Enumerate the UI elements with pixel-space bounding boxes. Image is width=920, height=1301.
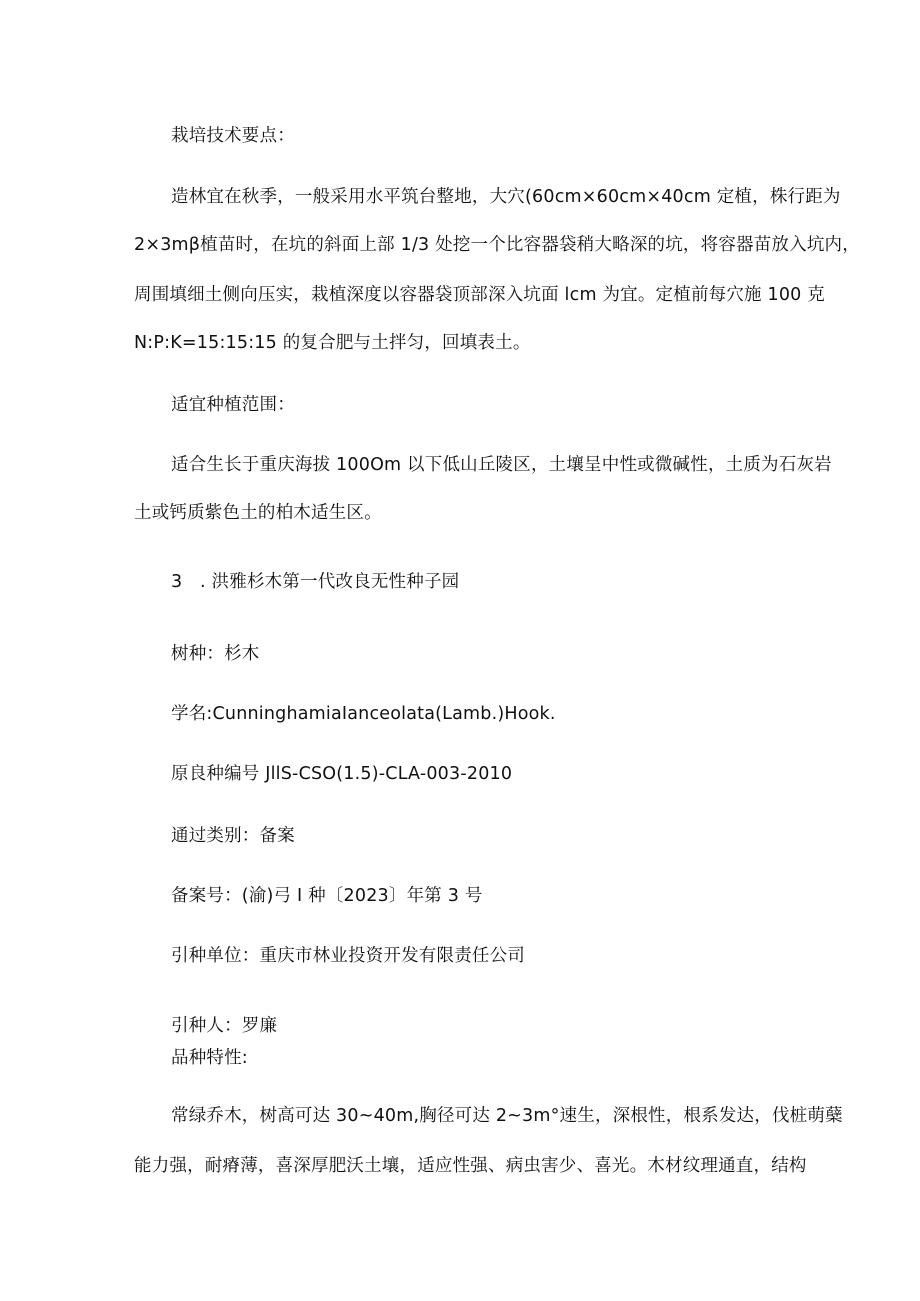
range-heading: 适宜种植范围： <box>171 395 295 415</box>
traits-heading: 品种特性: <box>171 1048 248 1068</box>
traits-para-line-2: 能力强，耐瘠薄，喜深厚肥沃土壤，适应性强、病虫害少、喜光。木材纹理通直，结构 <box>134 1156 807 1176</box>
traits-para-line-1: 常绿乔木，树高可达 30~40m,胸径可达 2~3m°速生，深根性，根系发达，伐桩萌蘖 <box>171 1106 843 1126</box>
introducing-unit-line: 引种单位：重庆市林业投资开发有限责任公司 <box>171 946 525 966</box>
cultivation-para-line-3: 周围填细土侧向压实，栽植深度以容器袋顶部深入坑面 lcm 为宜。定植前每穴施 100 克 <box>134 285 825 305</box>
scientific-name-line: 学名:CunninghamiaIanceolata(Lamb.)Hook. <box>171 704 556 724</box>
approval-type-line: 通过类别：备案 <box>171 826 295 846</box>
item-3-title: 3 . 洪雅杉木第一代改良无性种子园 <box>171 572 460 592</box>
cultivation-para-line-2: 2×3mβ植苗时，在坑的斜面上部 1/3 处挖一个比容器袋稍大略深的坑，将容器苗放入坑内， <box>134 235 860 255</box>
filing-number-line: 备案号：(渝)弓 I 种〔2023〕年第 3 号 <box>171 886 483 906</box>
cultivation-heading: 栽培技术要点： <box>171 126 295 146</box>
cultivation-para-line-1: 造林宜在秋季，一般采用水平筑台整地，大穴(60cm×60cm×40cm 定植，株行距为 <box>171 187 841 207</box>
range-para-line-2: 土或钙质紫色土的柏木适生区。 <box>134 503 382 523</box>
original-number-line: 原良种编号 JllS-CSO(1.5)-CLA-003-2010 <box>171 764 513 784</box>
range-para-line-1: 适合生长于重庆海拔 100Om 以下低山丘陵区，土壤呈中性或微碱性，土质为石灰岩 <box>171 455 832 475</box>
introducer-line: 引种人：罗廉 <box>171 1016 278 1036</box>
cultivation-para-line-4: N:P:K=15:15:15 的复合肥与土拌匀，回填表土。 <box>134 333 531 353</box>
species-line: 树种：杉木 <box>171 644 260 664</box>
